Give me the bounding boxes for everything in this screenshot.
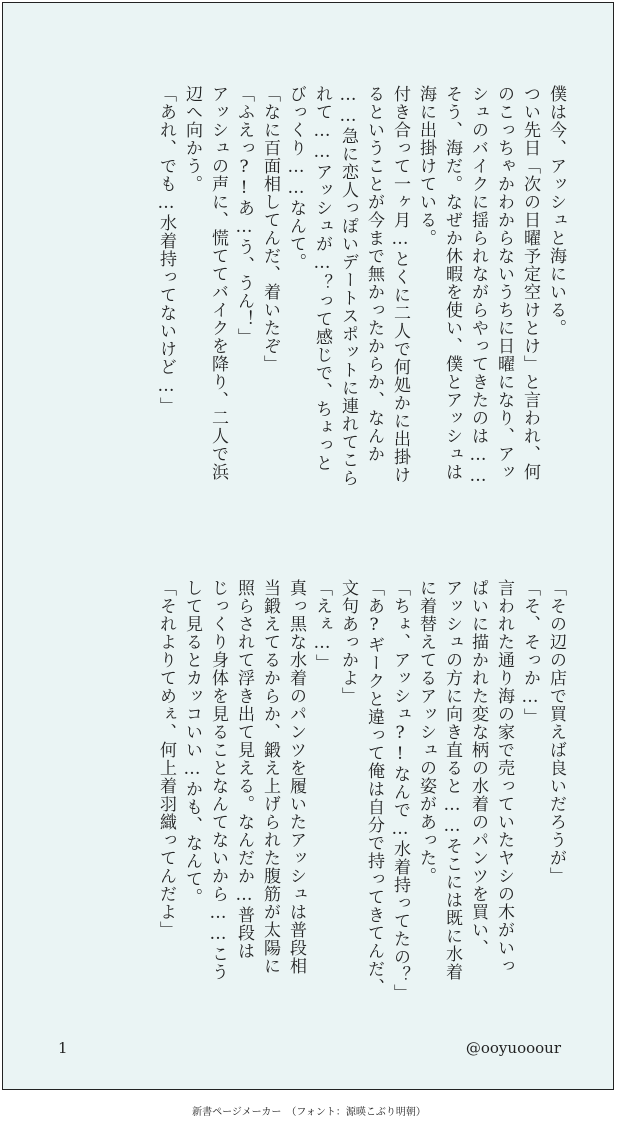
- author-handle: @ooyuooour: [465, 1039, 561, 1057]
- text-line: 僕は今、アッシュと海にいる。: [546, 85, 566, 337]
- text-line: つい先日「次の日曜予定空けとけ」と言われ、何: [520, 85, 540, 481]
- text-line: 「ふえっ?!あ…う、うん！」: [234, 85, 254, 346]
- text-block-lower: [153, 579, 569, 1002]
- text-line: 真っ黒な水着のパンツを履いたアッシュは普段相: [286, 579, 306, 975]
- text-line: に着替えてるアッシュの姿があった。: [416, 579, 436, 885]
- text-line: のこっちゃかわからないうちに日曜になり、アッ: [494, 85, 514, 481]
- text-line: 「えぇ…」: [312, 579, 332, 672]
- text-line: 当鍛えてるからか、鍛え上げられた腹筋が太陽に: [260, 579, 280, 975]
- book-page: [2, 2, 614, 1090]
- text-line: れて……アッシュが…？って感じで、ちょっと: [312, 85, 332, 472]
- text-line: ……急に恋人っぽいデートスポットに連れてこら: [338, 85, 358, 487]
- text-line: 海に出掛けている。: [416, 85, 436, 247]
- text-line: じっくり身体を見ることなんてないから……こう: [208, 579, 228, 981]
- text-line: して見るとカッコいい…かも、なんて。: [182, 579, 202, 906]
- text-line: 文句あっかよ」: [338, 579, 358, 705]
- text-line: 「あれ、でも…水着持ってないけど…」: [156, 85, 176, 415]
- footer-credit: 新書ページメーカー （フォント：源暎こぶり明朝）: [192, 1107, 426, 1118]
- text-line: るということが今まで無かったからか、なんか: [364, 85, 384, 463]
- text-block-upper: [153, 85, 569, 537]
- text-line: 言われた通り海の家で売っていたヤシの木がいっ: [494, 579, 514, 975]
- text-line: 「ちょ、アッシュ?!なんで…水着持ってたの？」: [390, 579, 410, 1002]
- page-number: 1: [58, 1039, 68, 1057]
- text-line: 「あ?ギークと違って俺は自分で持ってきてんだ、: [364, 579, 384, 996]
- text-line: シュのバイクに揺られながらやってきたのは……: [468, 85, 488, 487]
- text-line: アッシュの声に、慌ててバイクを降り、二人で浜: [208, 85, 228, 481]
- text-line: びっくり……なんて。: [286, 85, 306, 271]
- text-line: 照らされて浮き出て見える。なんだか…普段は: [234, 579, 254, 960]
- text-line: 「それよりてめぇ、何上着羽織ってんだよ」: [156, 579, 176, 939]
- text-line: 付き合って一ヶ月…とくに二人で何処かに出掛け: [390, 85, 410, 484]
- text-line: 「そ、そっか…」: [520, 579, 540, 726]
- text-line: 「なに百面相してんだ、着いたぞ」: [260, 85, 280, 373]
- text-line: 辺へ向かう。: [182, 85, 202, 193]
- text-line: そう、海だ。なぜか休暇を使い、僕とアッシュは: [442, 85, 462, 481]
- text-line: アッシュの方に向き直ると……そこには既に水着: [442, 579, 462, 981]
- text-line: 「その辺の店で買えば良いだろうが」: [546, 579, 566, 885]
- text-line: ぱいに描かれた変な柄の水着のパンツを買い、: [468, 579, 488, 957]
